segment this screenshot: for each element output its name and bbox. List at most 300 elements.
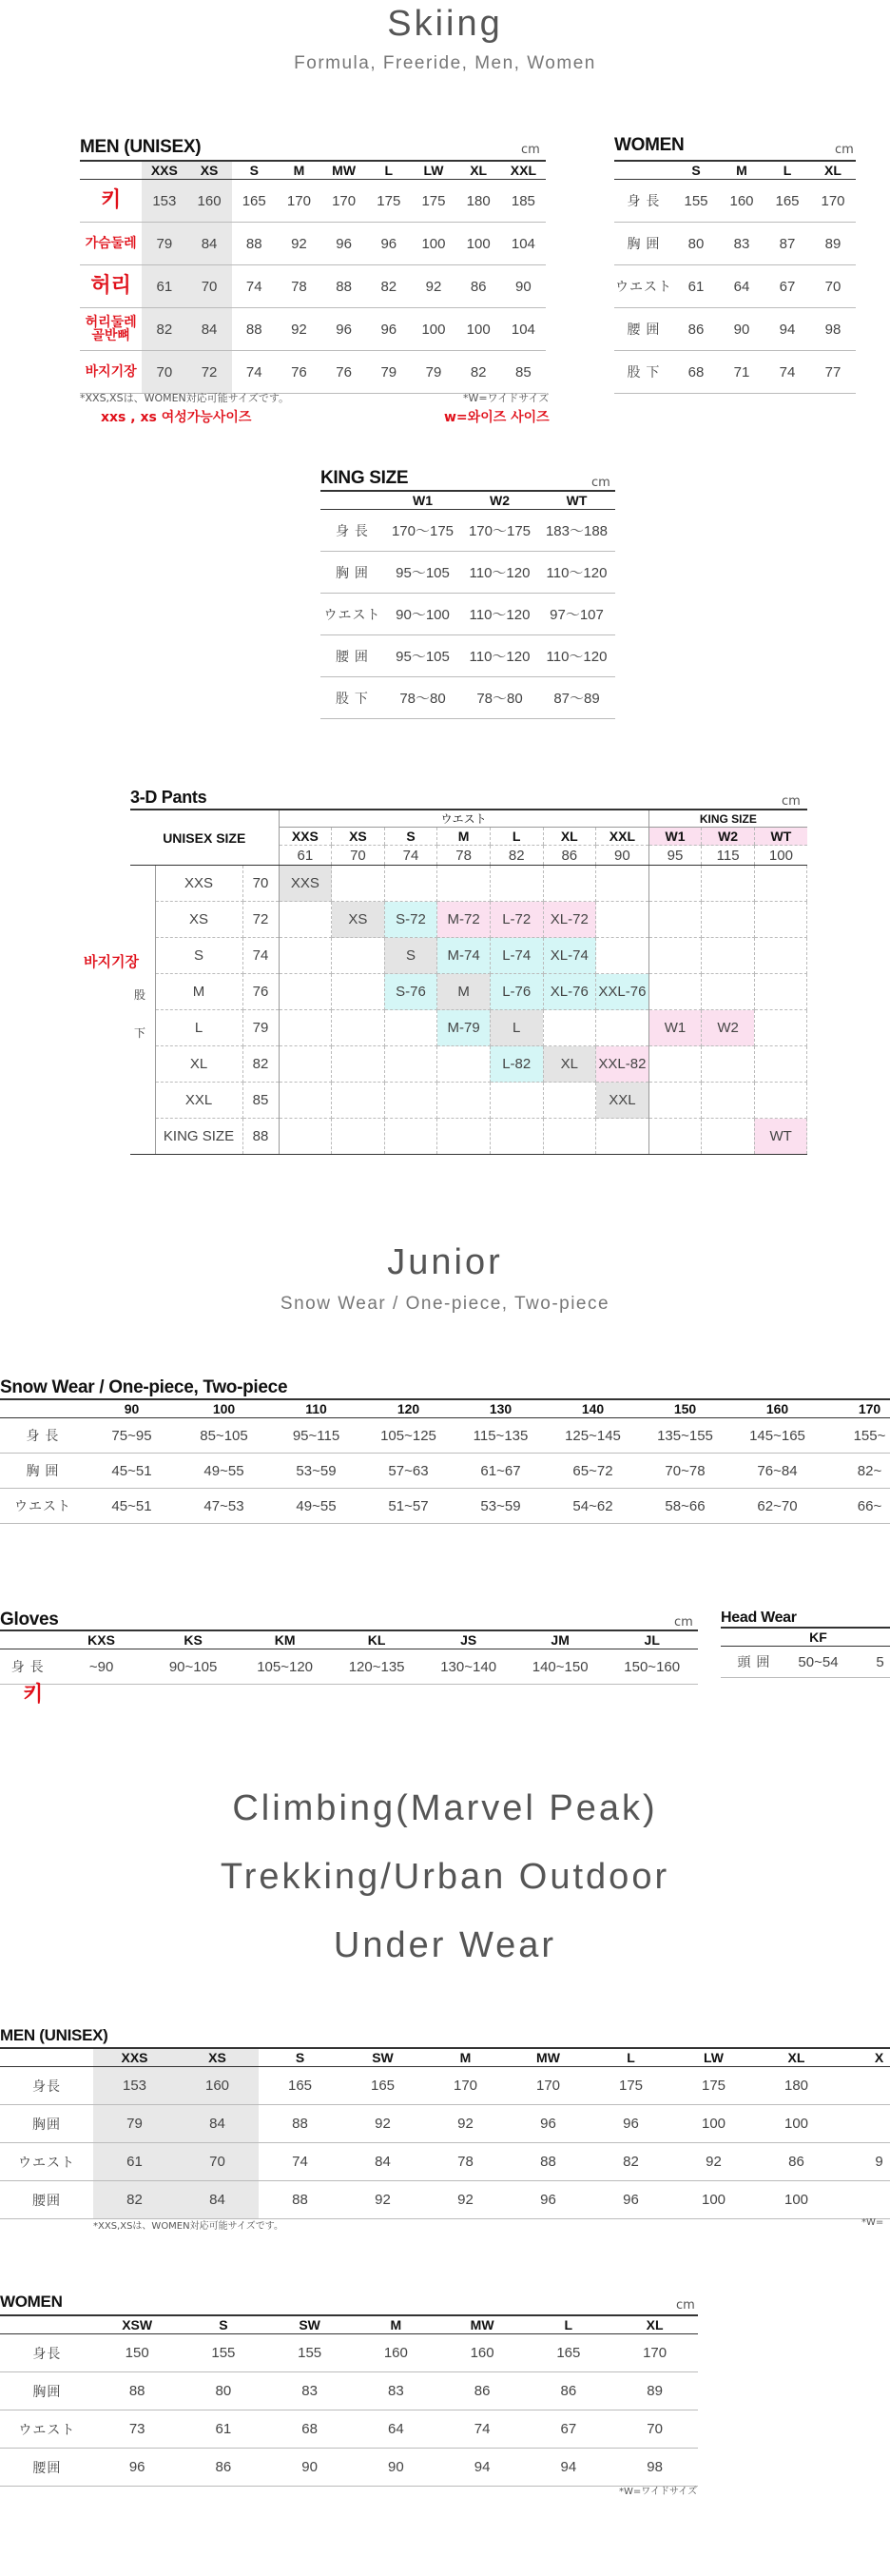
pants-cell	[754, 938, 807, 974]
pants-row-cm: 85	[242, 1083, 279, 1119]
table-cell: 83	[353, 2372, 439, 2410]
table-cell: 100	[755, 2181, 838, 2219]
table-cell: 170	[507, 2067, 590, 2105]
pants-row-size: XS	[155, 902, 242, 938]
table-cell: 67	[525, 2410, 611, 2449]
king-size-heading: KING SIZE	[320, 468, 409, 488]
row-label: 胸囲	[0, 2372, 94, 2410]
pants-row-size: L	[155, 1010, 242, 1046]
table-cell: ~90	[55, 1649, 147, 1685]
pants-row-size: XXS	[155, 866, 242, 902]
table-cell: 62~70	[731, 1489, 823, 1524]
header-row	[0, 2315, 698, 2334]
column-header: L	[764, 161, 810, 180]
table-cell: 88	[321, 265, 366, 308]
pants-cell	[332, 1083, 385, 1119]
pants-row	[130, 974, 807, 1010]
column-header: XL	[755, 2048, 838, 2067]
king-size-unit: cm	[591, 476, 610, 490]
table-row	[0, 2067, 890, 2105]
table-cell: 165	[764, 180, 810, 223]
table-cell: 84	[186, 308, 231, 351]
table-cell: 86	[439, 2372, 526, 2410]
header-row	[80, 161, 546, 180]
table-row	[80, 265, 546, 308]
table-cell: 86	[755, 2143, 838, 2181]
skiing-men-heading: MEN (UNISEX)	[80, 137, 202, 157]
row-label: 가슴둘레	[80, 223, 142, 265]
table-cell: 77	[810, 351, 856, 394]
pants-row	[130, 1010, 807, 1046]
column-header: S	[259, 2048, 341, 2067]
gloves-heading: Gloves	[0, 1610, 59, 1630]
table-cell: 88	[232, 308, 277, 351]
snow-wear-heading: Snow Wear / One-piece, Two-piece	[0, 1377, 288, 1397]
pants-row-cm: 70	[242, 866, 279, 902]
pants-cell	[437, 1046, 491, 1083]
column-header: JS	[422, 1630, 514, 1649]
table-row	[721, 1647, 890, 1678]
climbing-women-table	[0, 2314, 698, 2487]
table-cell: 78～80	[384, 677, 461, 719]
column-header: KM	[239, 1630, 331, 1649]
table-cell: 61	[93, 2143, 176, 2181]
table-row	[80, 308, 546, 351]
table-cell: 82	[142, 308, 186, 351]
table-cell: 86	[456, 265, 501, 308]
table-cell: 64	[719, 265, 764, 308]
pants-cell	[384, 1119, 437, 1155]
column-header: KXS	[55, 1630, 147, 1649]
table-cell: 165	[232, 180, 277, 223]
table-cell: 160	[186, 180, 231, 223]
table-row	[320, 677, 615, 719]
table-cell: 96	[321, 223, 366, 265]
pants-waist-size: XXS	[279, 828, 332, 846]
column-header: JL	[606, 1630, 698, 1649]
table-cell: 79	[366, 351, 411, 394]
pants-cell: L-82	[490, 1046, 543, 1083]
pants-cell	[332, 866, 385, 902]
pants-cell: XXL-82	[596, 1046, 649, 1083]
pants-col-cm: 61	[279, 846, 332, 866]
column-header: 90	[86, 1399, 178, 1418]
row-label: ウエスト	[0, 2410, 94, 2449]
table-cell: 90	[501, 265, 546, 308]
table-row	[320, 635, 615, 677]
pants-row-size: M	[155, 974, 242, 1010]
table-cell: 100	[411, 223, 455, 265]
pants-kr-side-label: 바지기장	[84, 953, 139, 970]
pants-side-cell	[130, 902, 155, 938]
table-cell: 96	[507, 2181, 590, 2219]
table-cell: 170	[424, 2067, 507, 2105]
pants-king-size: W1	[648, 828, 702, 846]
pants-grid	[130, 810, 807, 1155]
king-size-table	[320, 490, 615, 719]
table-cell: 82	[366, 265, 411, 308]
column-header: WT	[538, 491, 615, 510]
table-cell: 92	[341, 2105, 424, 2143]
column-header: W1	[384, 491, 461, 510]
table-cell: 110～120	[461, 594, 538, 635]
table-cell: 100	[456, 223, 501, 265]
table-cell: 80	[181, 2372, 267, 2410]
pants-cell	[332, 1046, 385, 1083]
table-cell: 150	[94, 2334, 181, 2372]
table-cell: 155	[181, 2334, 267, 2372]
row-label: 바지기장	[80, 351, 142, 394]
climbing-title: Climbing(Marvel Peak)	[232, 1788, 658, 1828]
table-cell: 96	[366, 223, 411, 265]
pants-row-cm: 74	[242, 938, 279, 974]
column-header: M	[353, 2315, 439, 2334]
table-cell: 78	[277, 265, 321, 308]
table-cell: 125~145	[547, 1418, 639, 1454]
pants-cell: M-72	[437, 902, 491, 938]
pants-cell	[754, 866, 807, 902]
table-cell: 5	[849, 1647, 890, 1678]
pants-cell	[754, 1083, 807, 1119]
table-cell: 87	[764, 223, 810, 265]
table-cell: 79	[411, 351, 455, 394]
column-header: XXS	[142, 161, 186, 180]
column-header: XXS	[93, 2048, 176, 2067]
table-cell: 50~54	[787, 1647, 849, 1678]
table-cell: 175	[672, 2067, 755, 2105]
climbing-women-unit: cm	[676, 2298, 695, 2313]
table-cell: 160	[719, 180, 764, 223]
skiing-men-note-right: *W=ワイドサイズ	[463, 392, 550, 404]
table-cell: 53~59	[455, 1489, 547, 1524]
table-cell: 145~165	[731, 1418, 823, 1454]
table-cell: 74	[259, 2143, 341, 2181]
pants-waist-label: ウエスト	[279, 810, 648, 828]
row-label: 身 長	[614, 180, 673, 223]
table-cell	[838, 2105, 890, 2143]
table-cell: 165	[525, 2334, 611, 2372]
pants-side-cell	[130, 1046, 155, 1083]
pants-cell	[596, 902, 649, 938]
table-cell: 160	[176, 2067, 259, 2105]
climbing-men-note-right: *W=	[861, 2217, 884, 2228]
table-cell: 96	[366, 308, 411, 351]
table-cell: 73	[94, 2410, 181, 2449]
table-cell: 90	[353, 2449, 439, 2487]
table-cell: 115~135	[455, 1418, 547, 1454]
pants-unit: cm	[782, 794, 801, 809]
pants-row-cm: 72	[242, 902, 279, 938]
skiing-men-unit: cm	[521, 143, 540, 157]
table-cell: 68	[266, 2410, 353, 2449]
corner-cell	[614, 161, 673, 180]
table-cell: 85~105	[178, 1418, 270, 1454]
row-label: ウエスト	[320, 594, 384, 635]
pants-cell	[279, 902, 332, 938]
table-cell: 90~105	[147, 1649, 240, 1685]
row-label: 胸囲	[0, 2105, 93, 2143]
table-cell: 70	[611, 2410, 698, 2449]
pants-cell	[490, 1083, 543, 1119]
pants-row	[130, 1083, 807, 1119]
pants-row	[130, 866, 807, 902]
skiing-men-note-left: *XXS,XSは、WOMEN対応可能サイズです。	[80, 392, 290, 404]
table-cell: 95~115	[270, 1418, 362, 1454]
pants-cell	[702, 1046, 755, 1083]
table-cell: 170～175	[461, 510, 538, 552]
table-cell: 100	[672, 2105, 755, 2143]
pants-side-cell	[130, 1083, 155, 1119]
table-cell: 130~140	[422, 1649, 514, 1685]
pants-cell: S	[384, 938, 437, 974]
header-row	[721, 1628, 890, 1647]
table-cell: 110～120	[538, 635, 615, 677]
pants-cell	[543, 1083, 596, 1119]
table-cell: 47~53	[178, 1489, 270, 1524]
pants-side-cell	[130, 866, 155, 902]
pants-cell	[596, 1010, 649, 1046]
table-row	[0, 2449, 698, 2487]
pants-cell: XL-72	[543, 902, 596, 938]
table-row	[320, 552, 615, 594]
table-cell: 105~120	[239, 1649, 331, 1685]
pants-side-cell	[130, 1010, 155, 1046]
column-header: S	[673, 161, 719, 180]
column-header: L	[525, 2315, 611, 2334]
table-cell: 70~78	[639, 1454, 731, 1489]
table-row	[614, 265, 856, 308]
table-cell: 100	[411, 308, 455, 351]
table-cell: 92	[341, 2181, 424, 2219]
table-cell: 86	[181, 2449, 267, 2487]
pants-row	[130, 1119, 807, 1155]
table-cell: 175	[590, 2067, 672, 2105]
table-cell: 84	[341, 2143, 424, 2181]
pants-cell	[648, 938, 702, 974]
table-cell: 70	[176, 2143, 259, 2181]
pants-cell	[702, 866, 755, 902]
pants-cell	[648, 974, 702, 1010]
row-label: 腰 囲	[320, 635, 384, 677]
column-header: KS	[147, 1630, 240, 1649]
pants-col-cm: 86	[543, 846, 596, 866]
pants-cell	[754, 974, 807, 1010]
table-cell: 104	[501, 223, 546, 265]
column-header: 160	[731, 1399, 823, 1418]
table-row	[0, 1489, 890, 1524]
table-cell: 83	[266, 2372, 353, 2410]
skiing-men-note-kr-right: w=와이즈 사이즈	[444, 410, 550, 425]
headwear-heading: Head Wear	[721, 1610, 797, 1626]
table-cell: 92	[277, 308, 321, 351]
table-cell: 45~51	[86, 1454, 178, 1489]
table-cell: 150~160	[606, 1649, 698, 1685]
column-header: S	[181, 2315, 267, 2334]
pants-cell: S-76	[384, 974, 437, 1010]
table-row	[0, 2143, 890, 2181]
table-cell: 155~	[823, 1418, 890, 1454]
pants-row-size: S	[155, 938, 242, 974]
table-cell: 88	[94, 2372, 181, 2410]
table-cell: 92	[411, 265, 455, 308]
skiing-men-table	[80, 160, 546, 394]
table-cell: 88	[259, 2105, 341, 2143]
pants-cell: M-74	[437, 938, 491, 974]
row-label: 身長	[0, 2334, 94, 2372]
gloves-table	[0, 1630, 698, 1685]
pants-cell: XL-76	[543, 974, 596, 1010]
table-cell: 74	[764, 351, 810, 394]
table-row	[80, 223, 546, 265]
gloves-kr-label: 키	[23, 1683, 44, 1707]
pants-cell: XXS	[279, 866, 332, 902]
corner-cell	[0, 2048, 93, 2067]
table-cell: 9	[838, 2143, 890, 2181]
table-cell: 89	[611, 2372, 698, 2410]
pants-cell: W2	[702, 1010, 755, 1046]
table-cell: 58~66	[639, 1489, 731, 1524]
pants-row-cm: 88	[242, 1119, 279, 1155]
table-cell: 98	[810, 308, 856, 351]
column-header: W2	[461, 491, 538, 510]
row-label: 허리둘레 골반뼈	[80, 308, 142, 351]
row-label: 身 長	[320, 510, 384, 552]
table-cell: 96	[590, 2105, 672, 2143]
pants-cell	[437, 866, 491, 902]
pants-cell	[596, 1119, 649, 1155]
table-cell: 75~95	[86, 1418, 178, 1454]
pants-side-cell	[130, 938, 155, 974]
row-label: 腰囲	[0, 2181, 93, 2219]
pants-waist-size: XXL	[596, 828, 649, 846]
trekking-title: Trekking/Urban Outdoor	[220, 1857, 670, 1897]
pants-cell	[596, 938, 649, 974]
table-cell: 165	[341, 2067, 424, 2105]
pants-waist-size: XL	[543, 828, 596, 846]
pants-cell: L-74	[490, 938, 543, 974]
corner-cell	[0, 1630, 55, 1649]
table-cell: 140~150	[514, 1649, 607, 1685]
table-cell: 135~155	[639, 1418, 731, 1454]
pants-cell: XXL-76	[596, 974, 649, 1010]
table-cell: 97～107	[538, 594, 615, 635]
climbing-women-heading: WOMEN	[0, 2293, 63, 2311]
pants-cell: XS	[332, 902, 385, 938]
table-cell: 82	[93, 2181, 176, 2219]
pants-cell	[279, 1119, 332, 1155]
pants-waist-size: M	[437, 828, 491, 846]
climbing-men-table	[0, 2047, 890, 2219]
row-label: 頭 囲	[721, 1647, 787, 1678]
pants-cell	[543, 1010, 596, 1046]
table-cell: 94	[764, 308, 810, 351]
table-cell: 79	[93, 2105, 176, 2143]
pants-cell	[648, 1083, 702, 1119]
pants-cell: S-72	[384, 902, 437, 938]
table-cell: 92	[277, 223, 321, 265]
corner-cell	[0, 2315, 94, 2334]
table-row	[0, 2105, 890, 2143]
pants-unisex-label: UNISEX SIZE	[130, 810, 279, 866]
pants-side-cell	[130, 974, 155, 1010]
column-header: JM	[514, 1630, 607, 1649]
pants-cell: W1	[648, 1010, 702, 1046]
table-cell: 78	[424, 2143, 507, 2181]
pants-waist-size: L	[490, 828, 543, 846]
skiing-women-unit: cm	[835, 143, 854, 157]
column-header: M	[719, 161, 764, 180]
pants-cell	[279, 1046, 332, 1083]
pants-cell	[437, 1083, 491, 1119]
header-row	[320, 491, 615, 510]
pants-cell	[279, 974, 332, 1010]
headwear-table	[721, 1627, 890, 1678]
column-header: L	[590, 2048, 672, 2067]
column-header: SW	[266, 2315, 353, 2334]
table-row	[0, 2334, 698, 2372]
pants-cell: L-76	[490, 974, 543, 1010]
column-header: LW	[411, 161, 455, 180]
column-header: LW	[672, 2048, 755, 2067]
row-label: ウエスト	[0, 2143, 93, 2181]
pants-cell	[754, 902, 807, 938]
pants-row-cm: 76	[242, 974, 279, 1010]
pants-group-row	[130, 810, 807, 828]
table-cell: 90～100	[384, 594, 461, 635]
pants-king-size: W2	[702, 828, 755, 846]
table-cell: 185	[501, 180, 546, 223]
pants-row	[130, 1046, 807, 1083]
table-row	[80, 351, 546, 394]
gloves-unit: cm	[674, 1615, 693, 1630]
table-cell: 100	[755, 2105, 838, 2143]
column-header: XL	[810, 161, 856, 180]
table-cell: 57~63	[362, 1454, 455, 1489]
table-row	[0, 1454, 890, 1489]
table-cell: 74	[232, 265, 277, 308]
junior-title: Junior	[387, 1242, 503, 1282]
pants-cell: WT	[754, 1119, 807, 1155]
table-cell: 104	[501, 308, 546, 351]
corner-cell	[320, 491, 384, 510]
column-header: XS	[186, 161, 231, 180]
table-cell: 82	[456, 351, 501, 394]
table-cell: 78～80	[461, 677, 538, 719]
table-cell: 92	[424, 2105, 507, 2143]
table-cell: 49~55	[178, 1454, 270, 1489]
table-cell: 85	[501, 351, 546, 394]
table-cell: 180	[755, 2067, 838, 2105]
column-header: XL	[456, 161, 501, 180]
pants-waist-size: S	[384, 828, 437, 846]
table-cell: 82~	[823, 1454, 890, 1489]
row-label: 胸 囲	[320, 552, 384, 594]
skiing-title: Skiing	[387, 4, 503, 44]
pants-cell	[279, 1010, 332, 1046]
table-cell: 96	[507, 2105, 590, 2143]
header-row	[614, 161, 856, 180]
pants-cell	[543, 1119, 596, 1155]
row-label: 허리	[80, 265, 142, 308]
table-cell: 83	[719, 223, 764, 265]
pants-cell	[648, 902, 702, 938]
pants-row-cm: 79	[242, 1010, 279, 1046]
table-cell: 90	[719, 308, 764, 351]
table-cell: 105~125	[362, 1418, 455, 1454]
pants-cell	[702, 1119, 755, 1155]
pants-cell	[702, 938, 755, 974]
table-cell: 153	[93, 2067, 176, 2105]
